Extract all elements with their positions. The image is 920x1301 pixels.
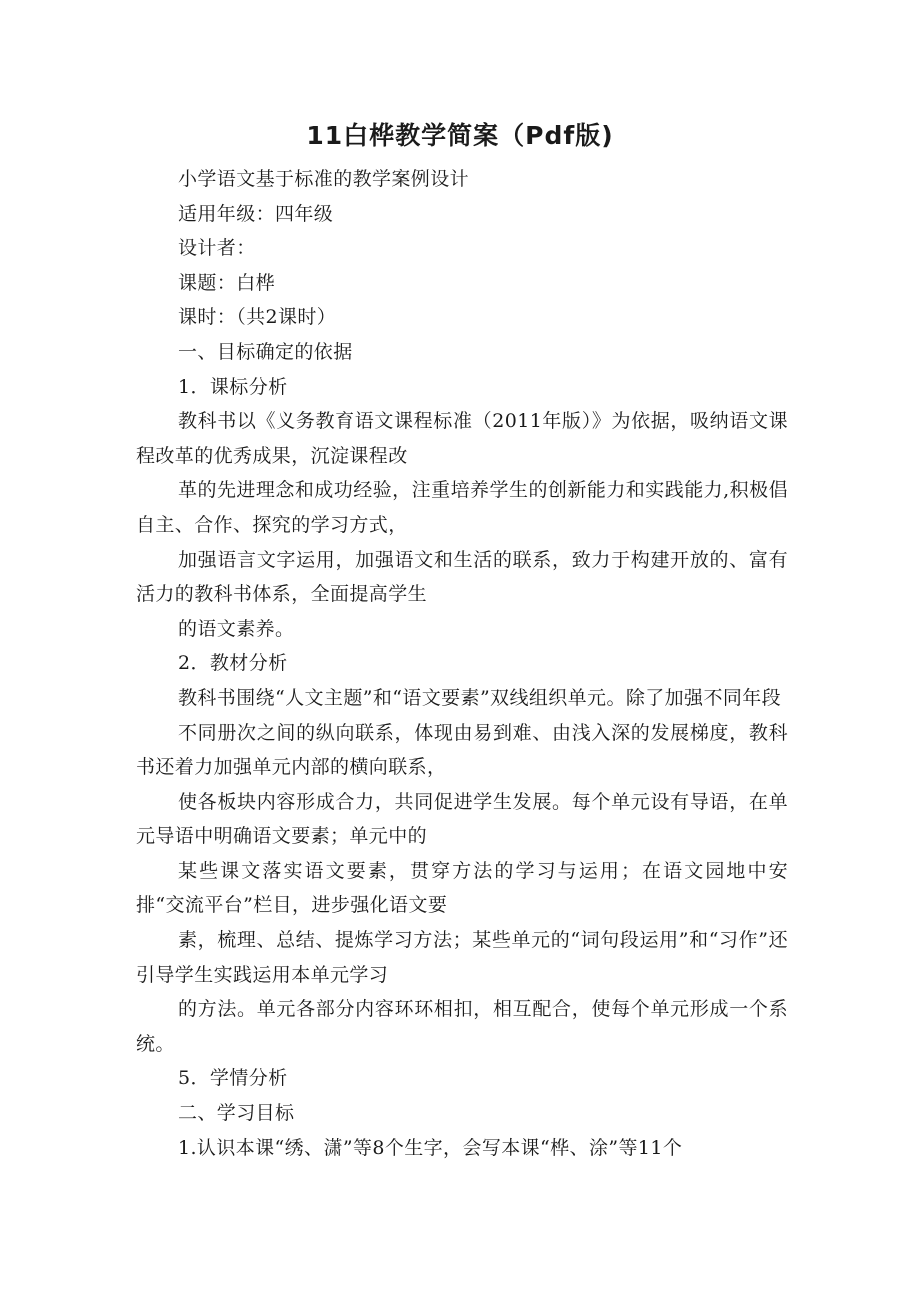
body-paragraph: 素，梳理、总结、提炼学习方法；某些单元的“词句段运用”和“习作”还引导学生实践运用本单元学习 bbox=[136, 929, 788, 986]
subsection-heading: 1．课标分析 bbox=[178, 375, 288, 398]
lesson-hours-line: 课时：（共2课时） bbox=[178, 306, 337, 329]
designer-line: 设计者： bbox=[178, 237, 256, 260]
document-title: 11白桦教学简案（Pdf版) bbox=[306, 121, 614, 150]
subsection-heading: 2．教材分析 bbox=[178, 652, 288, 675]
topic-line: 课题：白桦 bbox=[178, 271, 276, 294]
document-body bbox=[136, 162, 788, 1165]
body-paragraph: 教科书围绕“人文主题”和“语文要素”双线组织单元。除了加强不同年段 bbox=[178, 686, 782, 709]
grade-line: 适用年级：四年级 bbox=[178, 202, 334, 225]
body-paragraph: 教科书以《义务教育语文课程标准（2011年版）》为依据，吸纳语文课程改革的优秀成果，沉淀课程改 bbox=[136, 410, 788, 467]
body-paragraph: 的方法。单元各部分内容环环相扣，相互配合，使每个单元形成一个系统。 bbox=[136, 998, 788, 1055]
body-paragraph: 加强语言文字运用，加强语文和生活的联系，致力于构建开放的、富有活力的教科书体系，全面提高学生 bbox=[136, 548, 788, 606]
body-paragraph: 某些课文落实语文要素，贯穿方法的学习与运用；在语文园地中安排“交流平台”栏目，进步强化语文要 bbox=[136, 859, 788, 917]
body-paragraph: 使各板块内容形成合力，共同促进学生发展。每个单元设有导语，在单元导语中明确语文要素；单元中的 bbox=[136, 790, 788, 848]
section-heading: 二、学习目标 bbox=[178, 1102, 295, 1125]
body-paragraph: 革的先进理念和成功经验，注重培养学生的创新能力和实践能力,积极倡自主、合作、探究的学习方式， bbox=[136, 479, 788, 536]
body-paragraph: 不同册次之间的纵向联系，体现由易到难、由浅入深的发展梯度，教科书还着力加强单元内部的横向联系， bbox=[136, 721, 788, 779]
section-heading: 一、目标确定的依据 bbox=[178, 340, 353, 363]
body-paragraph: 的语文素养。 bbox=[178, 617, 295, 640]
body-paragraph: 1.认识本课“绣、潇”等8个生字，会写本课“桦、涂”等11个 bbox=[178, 1136, 683, 1159]
subsection-heading: 5．学情分析 bbox=[178, 1067, 288, 1090]
subtitle-line: 小学语文基于标准的教学案例设计 bbox=[178, 168, 470, 190]
